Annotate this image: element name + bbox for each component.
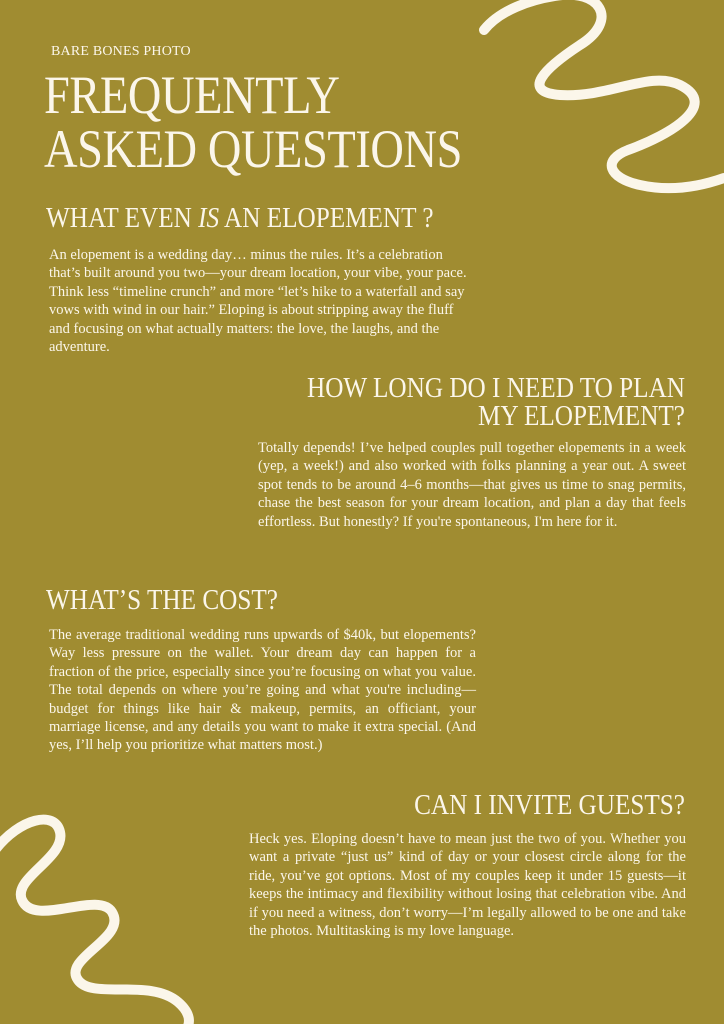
faq-answer-2: Totally depends! I’ve helped couples pull together elopements in a week (yep, a week!) and also worked with folks planning a year out. A sweet spot tends to be around 4–6 months—that gives us time to snag permits, chase the best season for your dream location, and plan a day that feels effortless. But honestly? If you're spontaneous, I'm here for it. xyxy=(258,440,686,530)
page-title-line-2: ASKED QUESTIONS xyxy=(44,119,462,179)
page-title-line-1: FREQUENTLY xyxy=(44,65,340,125)
faq-answer-1: An elopement is a wedding day… minus the rules. It’s a celebration that’s built around you two—your dream location, your vibe, your pace. Think less “timeline crunch” and more “let’s hike to a waterfall and say vows with wind in our hair.” Eloping is about stripping away the fluff and focusing on what actually matters: the love, the laughs, and the adventure. xyxy=(49,247,467,356)
faq-answer-3: The average traditional wedding runs upwards of $40k, but elopements? Way less pressure on the wallet. Your dream day can happen for a fraction of the price, especially since you’re focusing on what you value. The total depends on where you’re going and what you're including—budget for things like hair & makeup, permits, an officiant, your marriage license, and any details you want to make it extra special. (And yes, I’ll help you prioritize what matters most.) xyxy=(49,627,476,754)
faq-question-1: WHAT EVEN IS AN ELOPEMENT ? xyxy=(46,203,434,234)
faq-question-1-emphasis: IS xyxy=(198,203,220,234)
page-title xyxy=(44,65,462,179)
faq-question-3: WHAT’S THE COST? xyxy=(46,585,278,616)
brand-name: BARE BONES PHOTO xyxy=(51,44,191,59)
faq-answer-4: Heck yes. Eloping doesn’t have to mean just the two of you. Whether you want a private “just us” kind of day or your closest circle along for the ride, you’ve got options. Most of my couples keep it under 15 guests—it keeps the intimacy and flexibility without losing that celebration vibe. And if you need a witness, don’t worry—I’m legally allowed to be one and take the photos. Multitasking is my love language. xyxy=(249,831,686,940)
faq-question-2: HOW LONG DO I NEED TO PLAN MY ELOPEMENT? xyxy=(307,373,685,432)
faq-question-4: CAN I INVITE GUESTS? xyxy=(414,790,685,821)
